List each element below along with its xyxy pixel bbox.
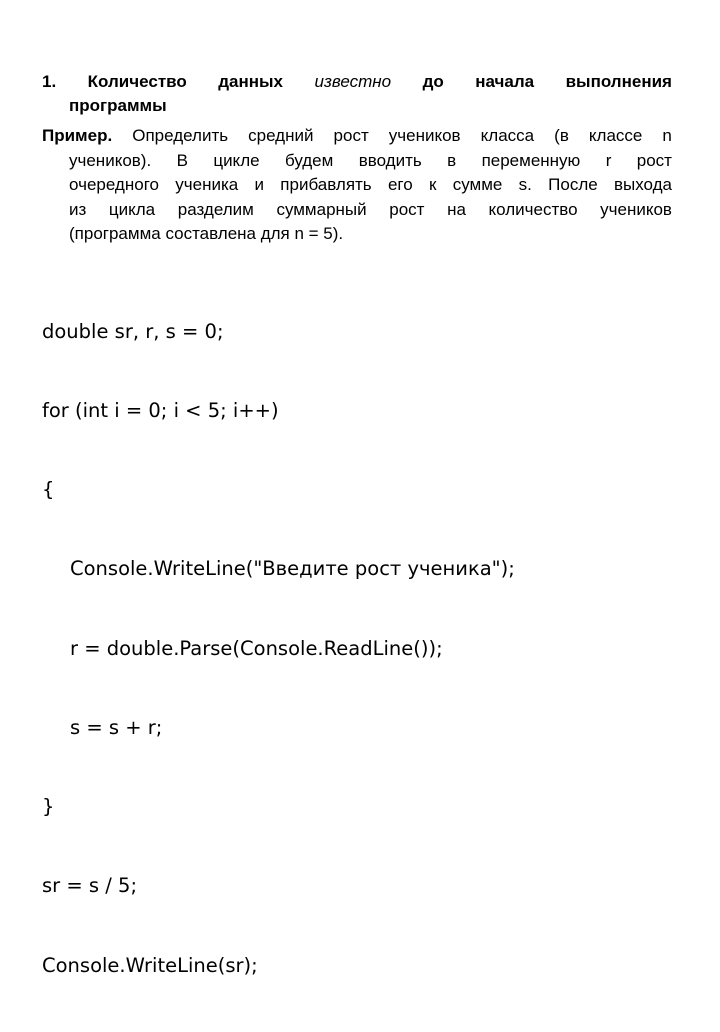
example-word: сумме (452, 175, 503, 194)
example-word: ученика (175, 175, 239, 194)
example-word: прибавлять (280, 175, 372, 194)
code-line: Console.WriteLine("Введите рост ученика"); (70, 557, 515, 581)
heading-word: выполнения (565, 72, 672, 91)
example-word: учеников (600, 199, 672, 219)
example-word: будем (284, 150, 334, 170)
example-word: вводить (358, 150, 422, 170)
heading-number: 1. (42, 72, 57, 91)
example-word: количество (488, 199, 578, 219)
code-line: double sr, r, s = 0; (42, 319, 224, 343)
example-word: классе (588, 126, 643, 145)
example-word: переменную (481, 150, 581, 170)
example-word: разделим (177, 199, 254, 219)
code-line: sr = s / 5; (42, 874, 138, 898)
example-word: После (548, 175, 598, 194)
heading-word: до (422, 72, 444, 91)
example-word: n (662, 126, 672, 145)
heading-line-1 (42, 70, 672, 94)
example-word: в (447, 150, 457, 170)
example-word: r (605, 150, 612, 170)
code-line: Console.WriteLine(sr); (42, 953, 258, 977)
example-line-3 (42, 173, 672, 198)
section-heading (42, 70, 672, 118)
example-word: средний (248, 126, 314, 145)
example-word: из (69, 199, 87, 219)
example-word: цикле (213, 150, 260, 170)
example-word: очередного (69, 175, 159, 194)
heading-emphasis: известно (314, 72, 392, 91)
heading-line-2: программы (69, 96, 167, 115)
code-line: for (int i = 0; i < 5; i++) (42, 399, 279, 423)
heading-word: данных (218, 72, 283, 91)
example-word: учеников (388, 126, 461, 145)
example-line-5 (42, 222, 672, 247)
example-word: к (428, 175, 437, 194)
heading-word: Количество (87, 72, 187, 91)
example-line-4 (42, 198, 672, 223)
example-word: выхода (613, 175, 672, 194)
example-word: суммарный (276, 199, 367, 219)
example-line-1 (42, 124, 672, 149)
code-line: { (42, 478, 55, 502)
code-block (42, 266, 515, 1032)
example-word: и (254, 175, 265, 194)
example-word: рост (333, 126, 369, 145)
code-line: s = s + r; (70, 715, 163, 739)
example-label: Пример. (42, 126, 113, 145)
example-word: рост (636, 150, 672, 170)
example-word: учеников). (69, 150, 152, 170)
example-word: цикла (108, 199, 156, 219)
example-word: класса (480, 126, 535, 145)
example-word: его (387, 175, 413, 194)
heading-word: начала (475, 72, 535, 91)
example-line-2 (42, 149, 672, 174)
example-word: В (176, 150, 188, 170)
code-line: r = double.Parse(Console.ReadLine()); (70, 636, 443, 660)
example-word: (в (554, 126, 569, 145)
example-note: (программа составлена для n = 5). (69, 224, 344, 243)
example-word: на (447, 199, 466, 219)
example-paragraph (42, 124, 672, 247)
example-word: Определить (132, 126, 229, 145)
example-word: рост (389, 199, 425, 219)
example-word: s. (518, 175, 532, 194)
code-line: } (42, 795, 55, 819)
